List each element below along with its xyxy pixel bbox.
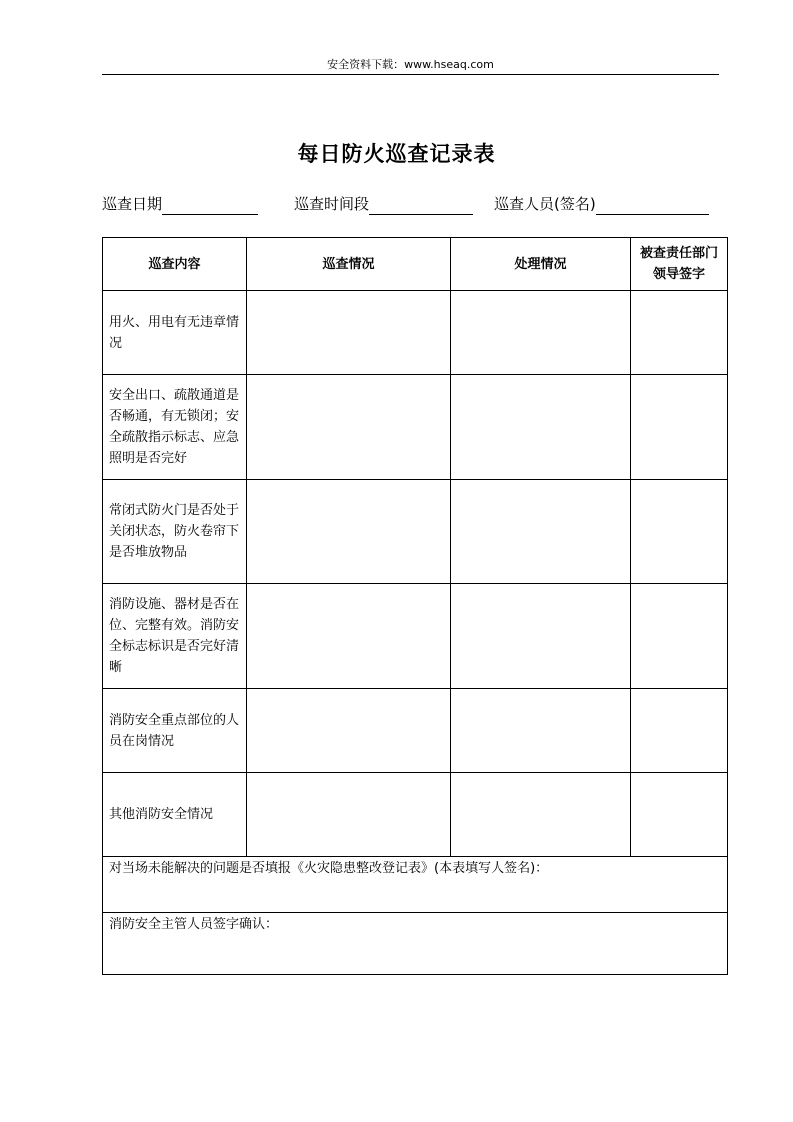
footer-row-manager <box>103 913 728 975</box>
situation-cell[interactable] <box>247 291 451 375</box>
handling-cell[interactable] <box>451 291 631 375</box>
header-text: 安全资料下载：www.hseaq.com <box>327 58 494 71</box>
page-title: 每日防火巡查记录表 <box>297 141 496 166</box>
table-header-row <box>103 238 728 291</box>
person-label: 巡查人员(签名) <box>494 195 596 213</box>
row-item: 用火、用电有无违章情况 <box>103 291 247 375</box>
signature-cell[interactable] <box>631 689 728 773</box>
header-signature: 被查责任部门领导签字 <box>631 238 728 291</box>
table-row <box>103 689 728 773</box>
table-row <box>103 773 728 857</box>
handling-cell[interactable] <box>451 689 631 773</box>
patrol-record-table <box>102 237 728 975</box>
signature-cell[interactable] <box>631 291 728 375</box>
time-blank[interactable] <box>369 197 473 215</box>
row-item: 常闭式防火门是否处于关闭状态，防火卷帘下是否堆放物品 <box>103 480 247 584</box>
page-header <box>102 58 719 75</box>
table-row <box>103 291 728 375</box>
row-item: 其他消防安全情况 <box>103 773 247 857</box>
header-handling: 处理情况 <box>451 238 631 291</box>
time-field <box>294 193 473 215</box>
time-label: 巡查时间段 <box>294 195 370 213</box>
row-item: 消防安全重点部位的人员在岗情况 <box>103 689 247 773</box>
date-label: 巡查日期 <box>102 195 163 213</box>
signature-cell[interactable] <box>631 584 728 689</box>
header-situation: 巡查情况 <box>247 238 451 291</box>
handling-cell[interactable] <box>451 773 631 857</box>
situation-cell[interactable] <box>247 375 451 480</box>
date-blank[interactable] <box>162 197 258 215</box>
footer-row-unresolved <box>103 857 728 913</box>
handling-cell[interactable] <box>451 480 631 584</box>
unresolved-issues-cell[interactable]: 对当场未能解决的问题是否填报《火灾隐患整改登记表》(本表填写人签名)： <box>103 857 728 913</box>
situation-cell[interactable] <box>247 773 451 857</box>
signature-cell[interactable] <box>631 375 728 480</box>
signature-cell[interactable] <box>631 480 728 584</box>
header-content: 巡查内容 <box>103 238 247 291</box>
situation-cell[interactable] <box>247 689 451 773</box>
row-item: 消防设施、器材是否在位、完整有效。消防安全标志标识是否完好清晰 <box>103 584 247 689</box>
person-blank[interactable] <box>596 197 709 215</box>
table-row <box>103 480 728 584</box>
row-item: 安全出口、疏散通道是否畅通，有无锁闭；安全疏散指示标志、应急照明是否完好 <box>103 375 247 480</box>
handling-cell[interactable] <box>451 375 631 480</box>
person-field <box>494 193 709 215</box>
table-row <box>103 584 728 689</box>
handling-cell[interactable] <box>451 584 631 689</box>
date-field <box>102 193 258 215</box>
situation-cell[interactable] <box>247 584 451 689</box>
table-row <box>103 375 728 480</box>
signature-cell[interactable] <box>631 773 728 857</box>
manager-confirmation-cell[interactable]: 消防安全主管人员签字确认： <box>103 913 728 975</box>
situation-cell[interactable] <box>247 480 451 584</box>
